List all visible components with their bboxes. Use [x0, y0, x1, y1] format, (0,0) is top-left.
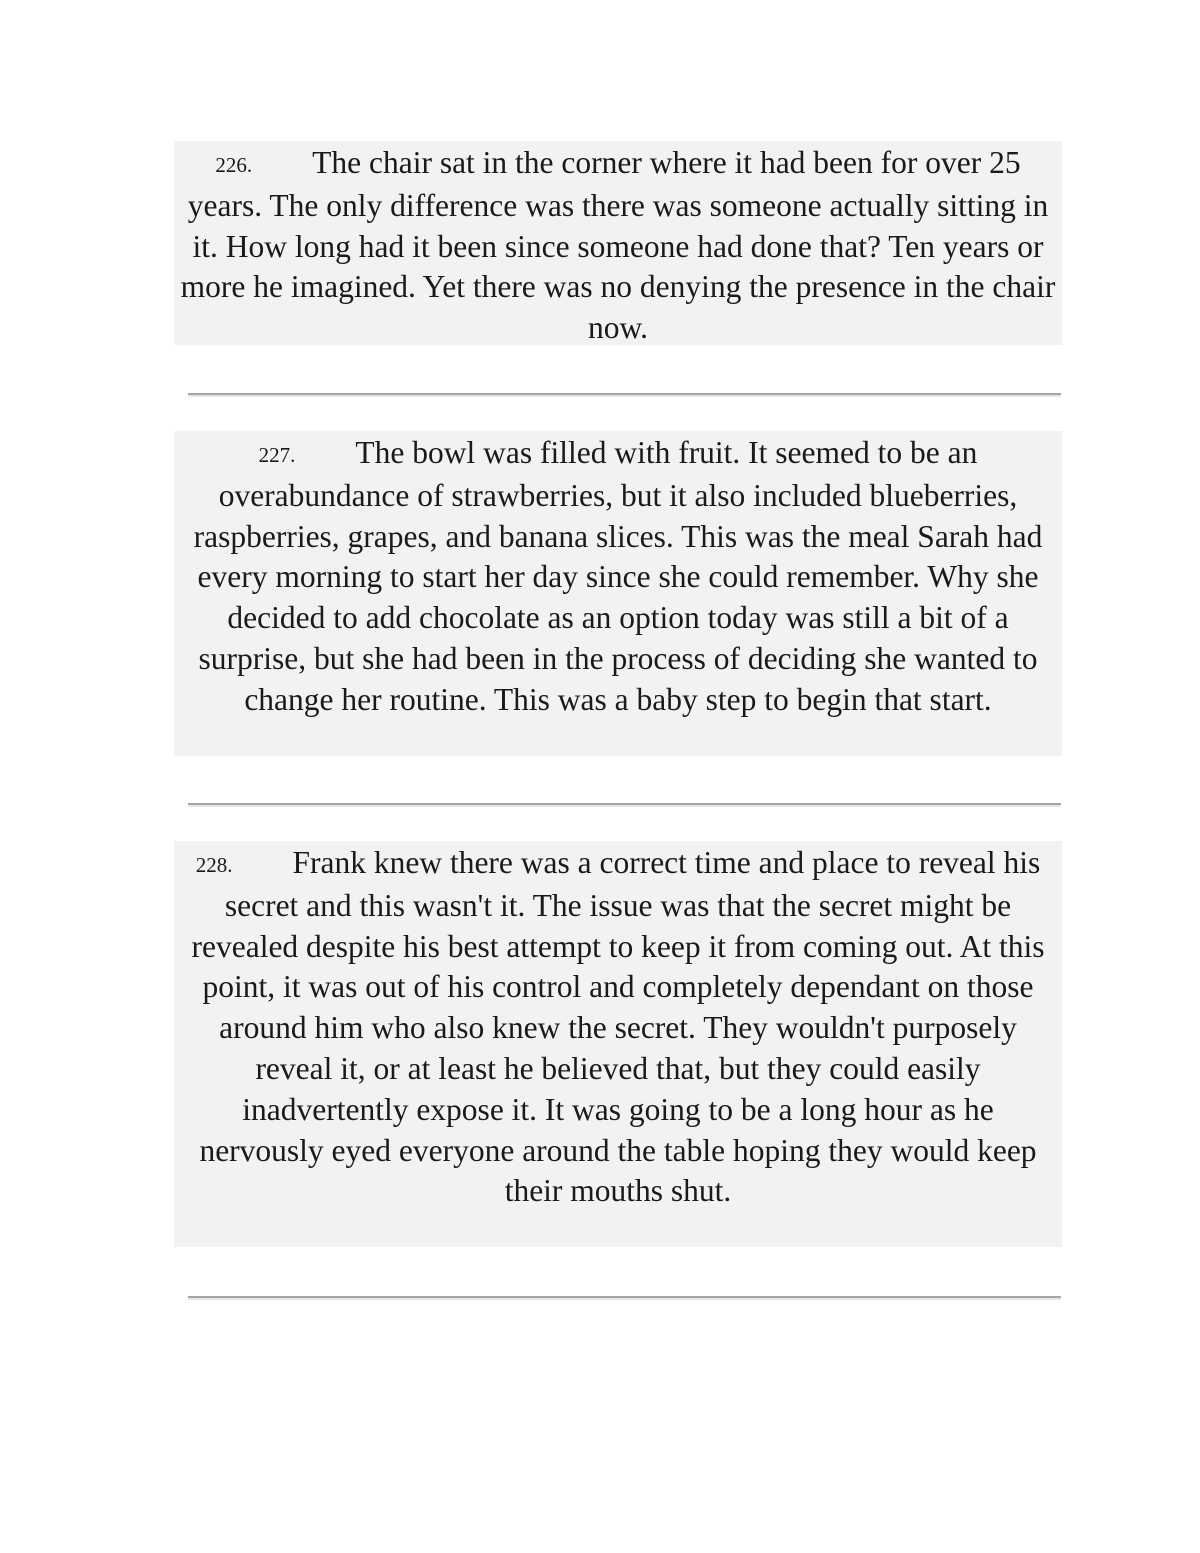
horizontal-divider — [188, 803, 1061, 807]
entry-227 — [174, 431, 1062, 756]
entry-number: 227. — [258, 443, 296, 467]
entry-number: 228. — [195, 853, 233, 877]
entry-number: 226. — [215, 153, 253, 177]
entry-text: The chair sat in the corner where it had been for over 25 years. The only difference was there was someone actually sitting in it. How long had it been since someone had done that? Ten years or more he imagined. Yet there was no denying the presence in the chair now. — [180, 145, 1056, 346]
entry-226 — [174, 141, 1062, 345]
entry-text: The bowl was filled with fruit. It seemed to be an overabundance of strawberries, but it also included blueberries, raspberries, grapes, and banana slices. This was the meal Sarah had every morning to start her day since she could remember. Why she decided to add chocolate as an option today was still a bit of a surprise, but she had been in the process of deciding she wanted to change her routine. This was a baby step to begin that start. — [193, 435, 1043, 717]
entry-228 — [174, 841, 1062, 1247]
entry-text: Frank knew there was a correct time and place to reveal his secret and this wasn't it. The issue was that the secret might be revealed despite his best attempt to keep it from coming out. At this point, it was out of his control and completely dependant on those around him who also knew the secret. They wouldn't purposely reveal it, or at least he believed that, but they could easily inadvertently expose it. It was going to be a long hour as he nervously eyed everyone around the table hoping they would keep their mouths shut. — [191, 845, 1045, 1209]
horizontal-divider — [188, 393, 1061, 397]
horizontal-divider — [188, 1296, 1061, 1300]
